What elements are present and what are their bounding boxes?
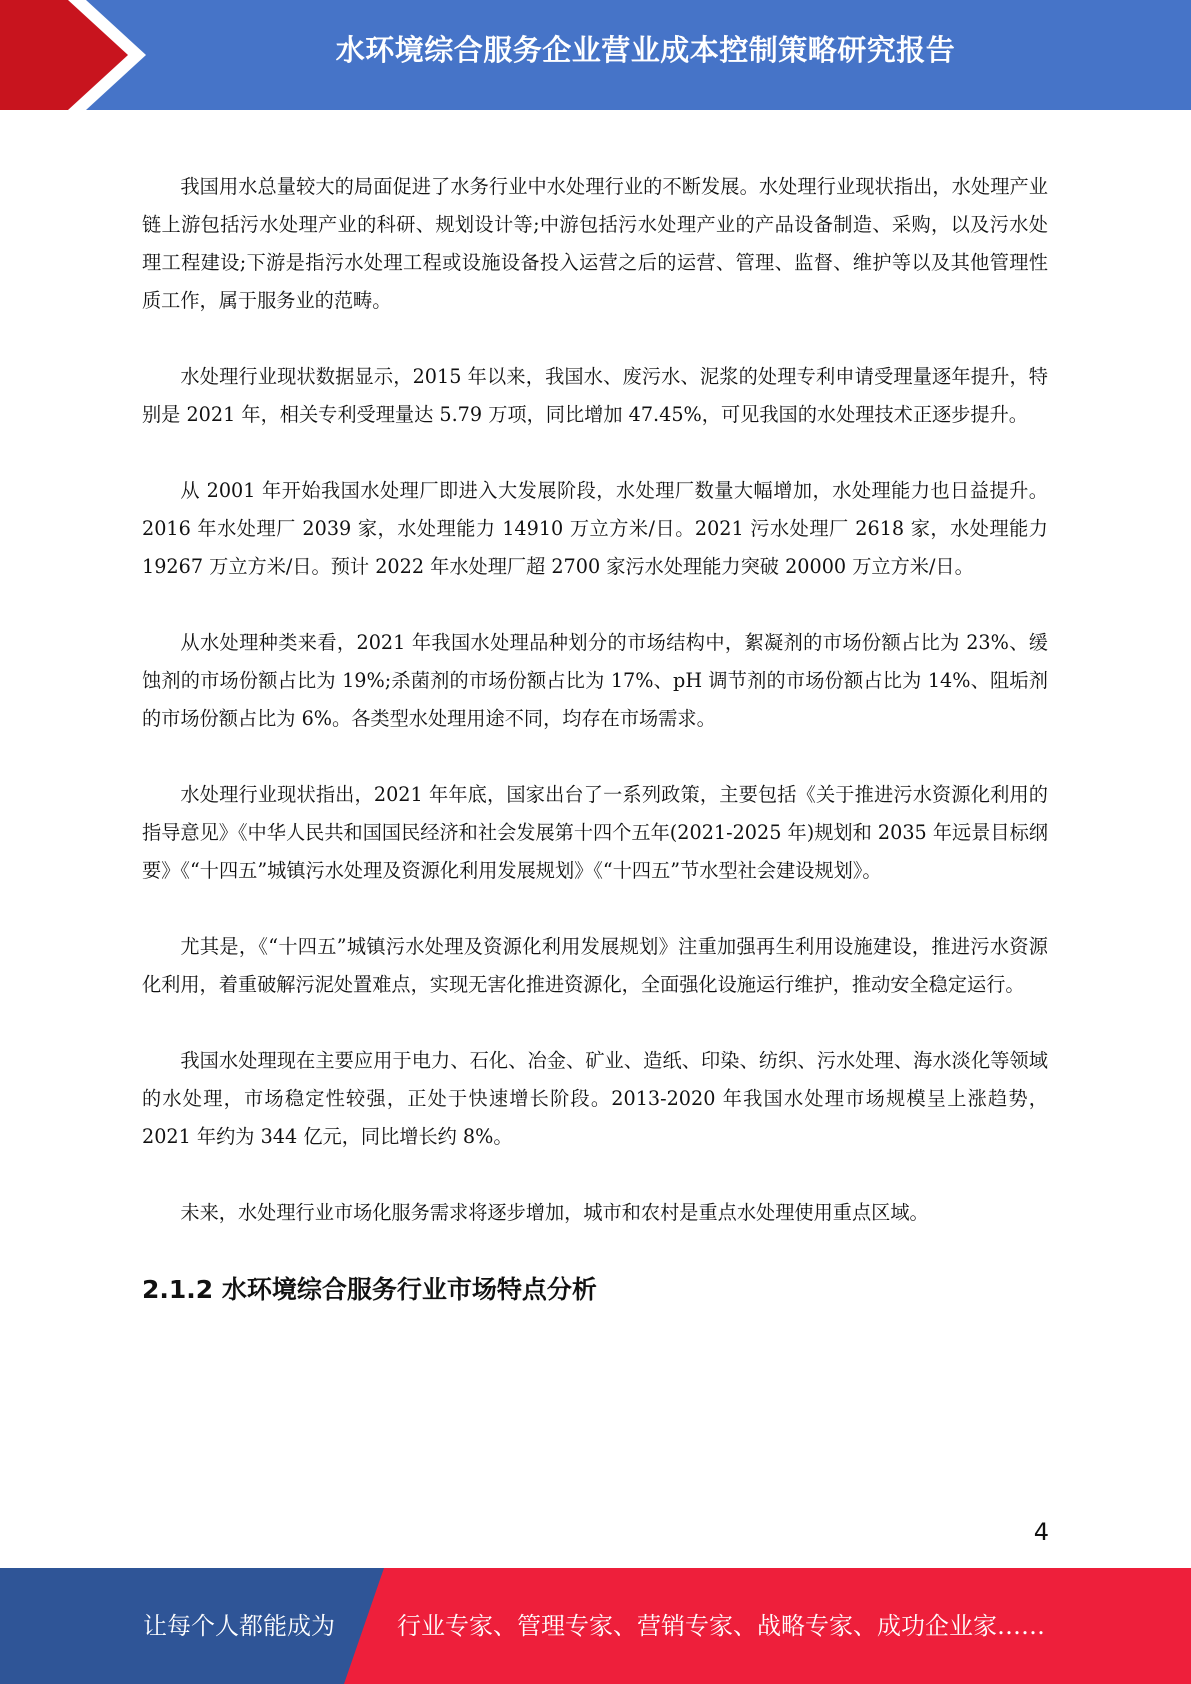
paragraph-industry-chain: 我国用水总量较大的局面促进了水务行业中水处理行业的不断发展。水处理行业现状指出，水处理产业链上游包括污水处理产业的科研、规划设计等;中游包括污水处理产业的产品设备制造、采购，以及污水处理工程建设;下游是指污水处理工程或设施设备投入运营之后的运营、管理、监督、维护等以及其他管理性质工作，属于服务业的范畴。	[142, 175, 1048, 312]
paragraph-plan-focus: 尤其是，《“十四五”城镇污水处理及资源化利用发展规划》注重加强再生利用设施建设，推进污水资源化利用，着重破解污泥处置难点，实现无害化推进资源化，全面强化设施运行维护，推动安全稳定运行。	[142, 935, 1048, 996]
footer-slogan-right: 行业专家、管理专家、营销专家、战略专家、成功企业家……	[397, 1612, 1045, 1640]
paragraph-applications: 我国水处理现在主要应用于电力、石化、冶金、矿业、造纸、印染、纺织、污水处理、海水淡化等领域的水处理，市场稳定性较强，正处于快速增长阶段。2013-2020 年我国水处理市场规模呈上涨趋势，2021 年约为 344 亿元，同比增长约 8%。	[142, 1049, 1048, 1148]
header-chevron-decoration	[0, 0, 160, 110]
page-footer	[0, 1568, 1191, 1684]
paragraph-patents: 水处理行业现状数据显示，2015 年以来，我国水、废污水、泥浆的处理专利申请受理量逐年提升，特别是 2021 年，相关专利受理量达 5.79 万项，同比增加 47.45%，可见我国的水处理技术正逐步提升。	[142, 365, 1048, 426]
page-header	[0, 0, 1191, 110]
paragraph-plant-capacity: 从 2001 年开始我国水处理厂即进入大发展阶段，水处理厂数量大幅增加，水处理能力也日益提升。2016 年水处理厂 2039 家，水处理能力 14910 万立方米/日。2021 污水处理厂 2618 家，水处理能力 19267 万立方米/日。预计 2022 年水处理厂超 2700 家污水处理能力突破 20000 万立方米/日。	[142, 479, 1048, 578]
report-title: 水环境综合服务企业营业成本控制策略研究报告	[335, 33, 956, 67]
document-body	[142, 168, 1048, 1310]
page-number: 4	[1033, 1518, 1049, 1546]
footer-slogan-left: 让每个人都能成为	[143, 1612, 335, 1640]
paragraph-policies: 水处理行业现状指出，2021 年年底，国家出台了一系列政策，主要包括《关于推进污水资源化利用的指导意见》《中华人民共和国国民经济和社会发展第十四个五年(2021-2025 年)规划和 2035 年远景目标纲要》《“十四五”城镇污水处理及资源化利用发展规划》《“十四五”节水型社会建设规划》。	[142, 783, 1048, 882]
paragraph-market-structure: 从水处理种类来看，2021 年我国水处理品种划分的市场结构中，絮凝剂的市场份额占比为 23%、缓蚀剂的市场份额占比为 19%;杀菌剂的市场份额占比为 17%、pH 调节剂的市场份额占比为 14%、阻垢剂的市场份额占比为 6%。各类型水处理用途不同，均存在市场需求。	[142, 631, 1048, 730]
paragraph-outlook: 未来，水处理行业市场化服务需求将逐步增加，城市和农村是重点水处理使用重点区域。	[180, 1201, 929, 1224]
section-heading: 2.1.2 水环境综合服务行业市场特点分析	[142, 1275, 597, 1304]
